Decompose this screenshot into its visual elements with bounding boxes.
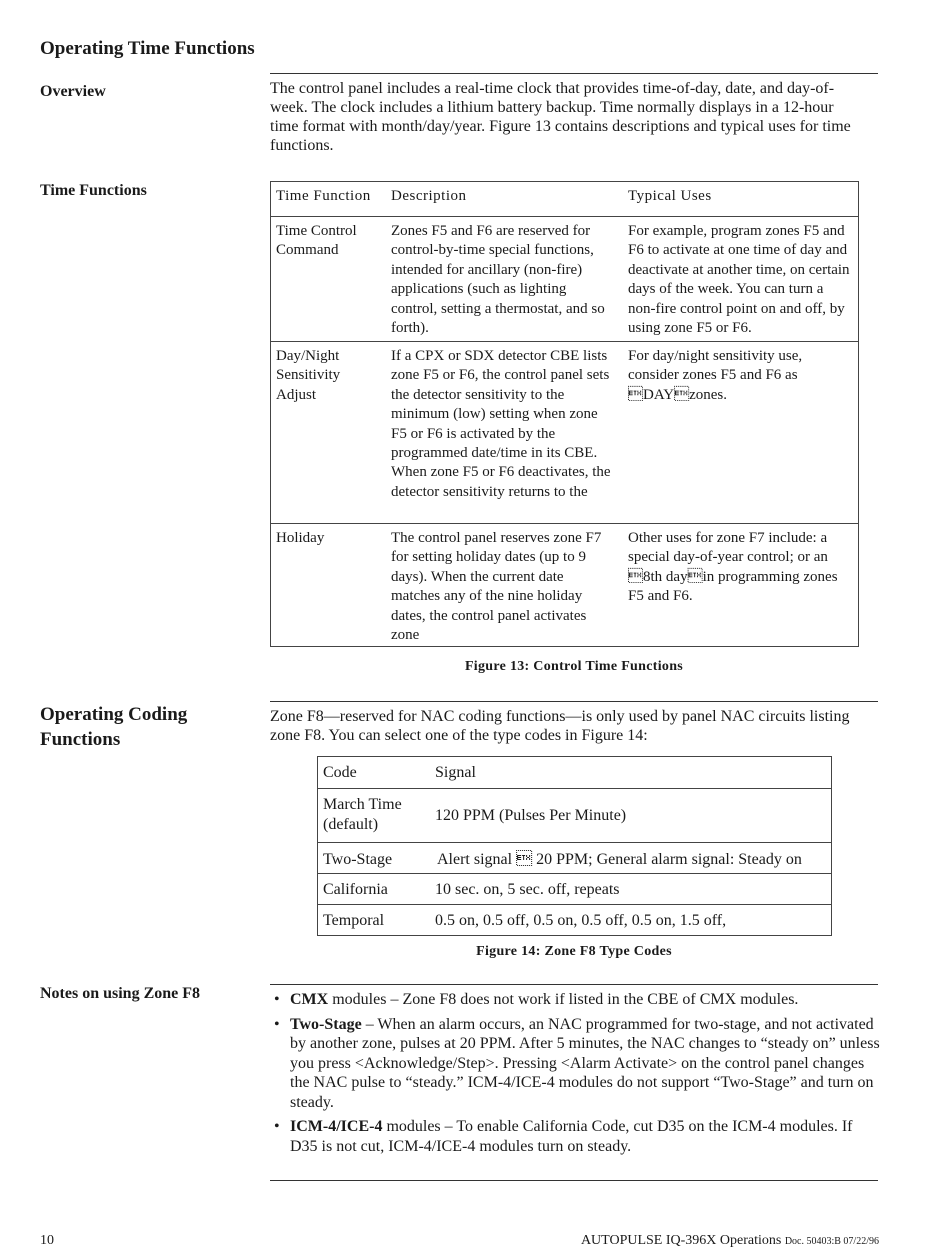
time-functions-table <box>270 181 859 647</box>
type-codes-table <box>317 756 832 936</box>
signal-march-time: 120 PPM (Pulses Per Minute) <box>435 807 627 824</box>
row-day-night-uses: For day/night sensitivity use, consider zones F5 and F6 as DAYzones. <box>628 348 803 403</box>
section-divider <box>270 984 878 985</box>
header-description: Description <box>391 188 467 204</box>
signal-california: 10 sec. on, 5 sec. off, repeats <box>435 881 620 898</box>
row-holiday-function: Holiday <box>276 530 325 546</box>
table-divider <box>318 842 831 843</box>
section-divider <box>270 73 878 74</box>
list-item <box>272 1015 880 1113</box>
code-two-stage: Two-Stage <box>323 851 393 868</box>
row-time-control-uses: For example, program zones F5 and F6 to activate at one time of day and deactivate at another time, on certain days of the week. You can turn a non-fire control point on and off, by using zone F5 or F6. <box>628 223 850 337</box>
row-day-night-function: Day/Night Sensitivity Adjust <box>276 348 341 403</box>
footer-doc-title: AUTOPULSE IQ-396X Operations <box>580 1233 782 1248</box>
code-temporal: Temporal <box>323 912 385 929</box>
header-code: Code <box>323 764 357 781</box>
row-time-control-description: Zones F5 and F6 are reserved for control-by-time special functions, intended for ancillary (non-fire) applications (such as lighting control, setting a thermostat, and so forth). <box>391 223 605 337</box>
table-divider <box>318 788 831 789</box>
time-functions-label: Time Functions <box>40 182 147 199</box>
note-text: – When an alarm occurs, an NAC programmed for two-stage, and not activated by another zone, pulses at 20 PPM. After 5 minutes, the NAC changes to “steady on” unless you press <Acknowledge/Step>. Pressing <Alarm Activate> on the control panel changes the NAC pulse to “steady.” ICM-4/ICE-4 modules do not support “Two-Stage” and turn on steady. <box>290 1015 880 1111</box>
table-divider <box>271 216 858 217</box>
signal-temporal: 0.5 on, 0.5 off, 0.5 on, 0.5 off, 0.5 on, 1.5 off, <box>435 912 727 929</box>
overview-text: The control panel includes a real-time clock that provides time-of-day, date, and day-of-week. The clock includes a lithium battery backup. Time normally displays in a 12-hour time format with month/day/year. Figure 13 contains descriptions and typical uses for time functions. <box>270 80 851 154</box>
footer-title <box>581 1233 879 1249</box>
bullet-icon: • <box>274 1118 280 1135</box>
row-day-night-description: If a CPX or SDX detector CBE lists zone F5 or F6, the control panel sets the detector sensitivity to the minimum (low) setting when zone F5 or F6 is activated by the programmed date/time in its CBE. When zone F5 or F6 deactivates, the detector sensitivity returns to the <box>391 348 611 500</box>
code-march-time: March Time (default) <box>323 796 402 833</box>
table-divider <box>271 341 858 342</box>
list-item <box>272 990 880 1010</box>
figure-14-caption: Figure 14: Zone F8 Type Codes <box>476 944 672 959</box>
note-term: CMX <box>290 991 329 1008</box>
row-holiday-description: The control panel reserves zone F7 for setting holiday dates (up to 9 days). When the current date matches any of the nine holiday dates, the control panel activates zone <box>391 530 602 644</box>
note-text: modules – Zone F8 does not work if listed in the CBE of CMX modules. <box>328 991 799 1008</box>
bullet-icon: • <box>274 1015 280 1033</box>
section-divider <box>270 1180 878 1181</box>
coding-label: Operating Coding Functions <box>40 704 188 750</box>
page-title: Operating Time Functions <box>40 38 255 59</box>
page-number: 10 <box>40 1233 54 1248</box>
coding-text: Zone F8—reserved for NAC coding functions—is only used by panel NAC circuits listing zone F8. You can select one of the type codes in Figure 14: <box>270 708 850 744</box>
notes-list <box>272 990 880 1161</box>
header-typical-uses: Typical Uses <box>628 188 712 204</box>
code-california: California <box>323 881 388 898</box>
table-divider <box>318 873 831 874</box>
note-term: ICM-4/ICE-4 <box>290 1118 383 1135</box>
row-holiday-uses: Other uses for zone F7 include: a special day-of-year control; or an 8th dayin programming zones F5 and F6. <box>628 530 838 605</box>
note-text: modules – To enable California Code, cut D35 on the ICM-4 modules. If D35 is not cut, ICM-4/ICE-4 modules turn on steady. <box>290 1118 853 1155</box>
section-divider <box>270 701 878 702</box>
signal-two-stage: Alert signal  20 PPM; General alarm signal: Steady on <box>437 851 802 868</box>
list-item <box>272 1117 880 1156</box>
figure-13-caption: Figure 13: Control Time Functions <box>464 659 684 674</box>
footer-doc-number: Doc. 50403:B 07/22/96 <box>784 1236 879 1247</box>
overview-label: Overview <box>40 83 106 100</box>
note-term: Two-Stage <box>290 1015 362 1033</box>
header-signal: Signal <box>435 764 476 781</box>
header-time-function: Time Function <box>276 188 371 204</box>
bullet-icon: • <box>274 991 280 1008</box>
row-time-control-function: Time Control Command <box>276 223 357 259</box>
notes-label: Notes on using Zone F8 <box>40 985 201 1002</box>
table-divider <box>271 523 858 524</box>
table-divider <box>318 904 831 905</box>
